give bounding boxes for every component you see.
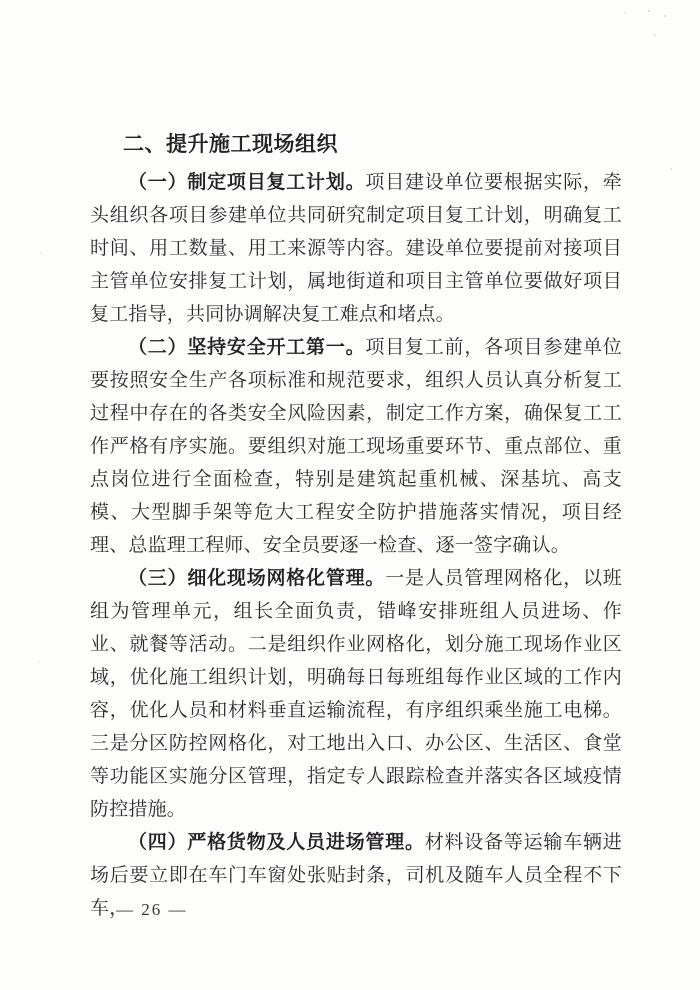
document-content [90,128,622,925]
paragraph-4-body: 材料设备等运输车辆进场后要立即在车门车窗处张贴封条，司机及随车人员全程不下车， [90,832,622,919]
paragraph-1-body: 项目建设单位要根据实际，牵头组织各项目参建单位共同研究制定项目复工计划，明确复工时间、用工数量、用工来源等内容。建设单位要提前对接项目主管单位安排复工计划，属地街道和项目主管单位要做好项目复工指导，共同协调解决复工难点和堵点。 [90,172,622,325]
paragraph-4-lead: （四）严格货物及人员进场管理。 [128,832,425,853]
paragraph-3-body: 一是人员管理网格化，以班组为管理单元，组长全面负责，错峰安排班组人员进场、作业、就餐等活动。二是组织作业网格化，划分施工现场作业区域，优化施工组织计划，明确每日每班组每作业区域的工作内容，优化人员和材料垂直运输流程，有序组织乘坐施工电梯。三是分区防控网格化，对工地出入口、办公区、生活区、食堂等功能区实施分区管理，指定专人跟踪检查并落实各区域疫情防控措施。 [90,568,622,820]
scan-speckles [648,10,650,12]
paragraph-2 [90,331,622,562]
paragraph-3 [90,562,622,826]
paragraph-3-lead: （三）细化现场网格化管理。 [128,568,386,589]
paragraph-2-lead: （二）坚持安全开工第一。 [128,337,366,358]
paragraph-1-lead: （一）制定项目复工计划。 [128,172,366,193]
page-number: — 26 — [116,900,188,919]
section-heading: 二、提升施工现场组织 [123,133,338,156]
paragraph-1 [90,166,622,331]
paragraph-2-body: 项目复工前，各项目参建单位要按照安全生产各项标准和规范要求，组织人员认真分析复工过程中存在的各类安全风险因素，制定工作方案，确保复工工作严格有序实施。要组织对施工现场重要环节、重点部位、重点岗位进行全面检查，特别是建筑起重机械、深基坑、高支模、大型脚手架等危大工程安全防护措施落实情况，项目经理、总监理工程师、安全员要逐一检查、逐一签字确认。 [90,337,622,556]
